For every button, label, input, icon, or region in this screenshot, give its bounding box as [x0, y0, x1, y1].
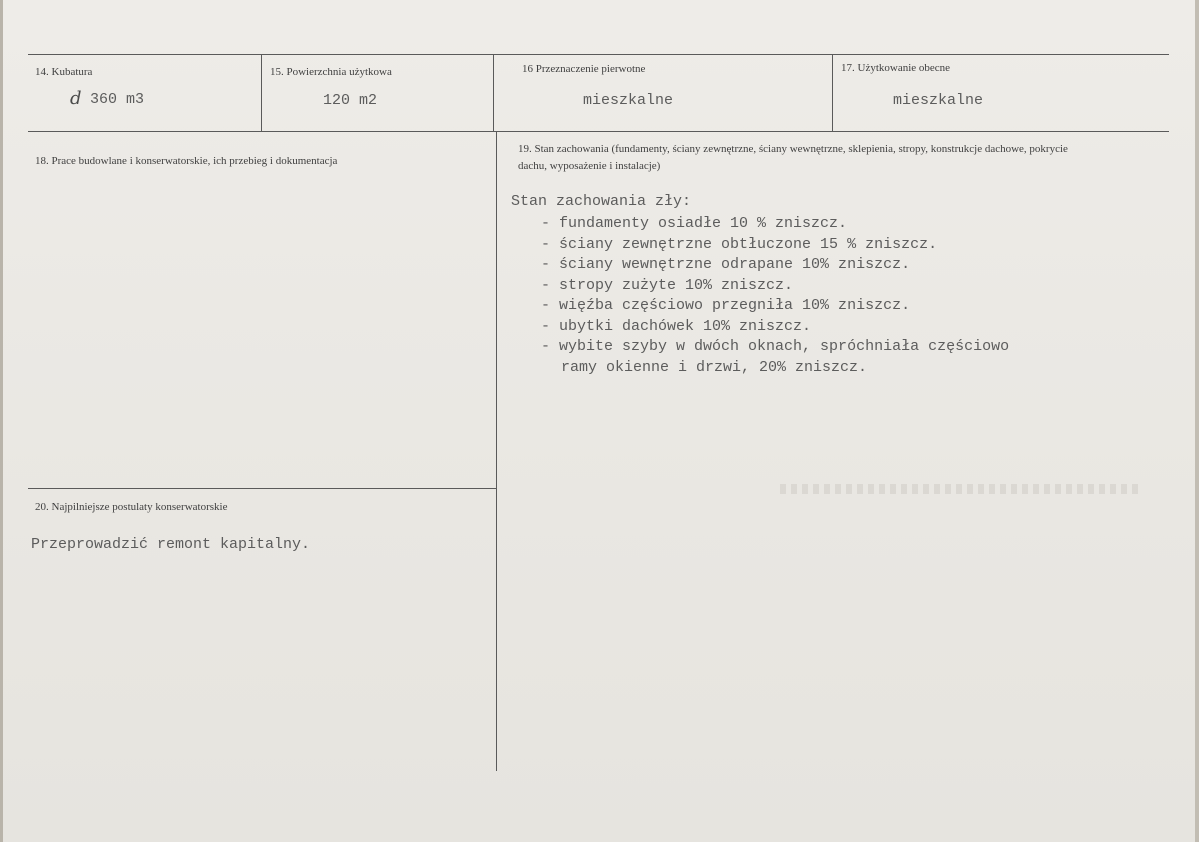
field-19-condition-list	[511, 214, 1009, 378]
condition-item: - ściany wewnętrzne odrapane 10% zniszcz.	[511, 255, 1009, 276]
field-20-label: 20. Najpilniejsze postulaty konserwatorskie	[35, 501, 228, 513]
col-divider-3	[832, 55, 833, 131]
condition-item: - wybite szyby w dwóch oknach, spróchniała częściowo	[511, 337, 1009, 358]
field-19-label: 19. Stan zachowania (fundamenty, ściany zewnętrzne, ściany wewnętrzne, sklepienia, stropy, konstrukcje dachowe, pokrycie dachu, wyposażenie i instalacje)	[518, 143, 1068, 172]
field-14-label: 14. Kubatura	[35, 66, 93, 78]
field-20-value: Przeprowadzić remont kapitalny.	[31, 536, 311, 553]
condition-item: - fundamenty osiadłe 10 % zniszcz.	[511, 214, 1009, 235]
col-divider-2	[493, 55, 494, 131]
card-right-edge	[1195, 0, 1199, 842]
condition-item: - ściany zewnętrzne obtłuczone 15 % zniszcz.	[511, 235, 1009, 256]
field-15-value: 120 m2	[323, 92, 378, 109]
condition-item: - stropy zużyte 10% zniszcz.	[511, 276, 1009, 297]
field-15-label: 15. Powierzchnia użytkowa	[270, 66, 392, 78]
main-vertical-divider	[496, 131, 497, 771]
condition-item-continuation: ramy okienne i drzwi, 20% zniszcz.	[561, 358, 868, 376]
col-divider-1	[261, 55, 262, 131]
top-rule	[28, 54, 1169, 55]
bleed-through	[780, 484, 1140, 494]
condition-item: - więźba częściowo przegniła 10% zniszcz.	[511, 296, 1009, 317]
field-16-value: mieszkalne	[583, 92, 674, 109]
field-14-handwritten-mark: d	[70, 88, 82, 109]
field-14-value: 360 m3	[90, 91, 145, 108]
field-17-label: 17. Użytkowanie obecne	[841, 62, 951, 74]
field-16-label: 16 Przeznaczenie pierwotne	[522, 63, 646, 75]
card-left-edge	[0, 0, 3, 842]
row-divider	[28, 131, 1169, 132]
left-section-divider	[28, 488, 496, 489]
field-18-label: 18. Prace budowlane i konserwatorskie, ich przebieg i dokumentacja	[35, 155, 338, 167]
field-19-intro: Stan zachowania zły:	[511, 193, 692, 210]
condition-item: - ubytki dachówek 10% zniszcz.	[511, 317, 1009, 338]
field-17-value: mieszkalne	[893, 92, 984, 109]
